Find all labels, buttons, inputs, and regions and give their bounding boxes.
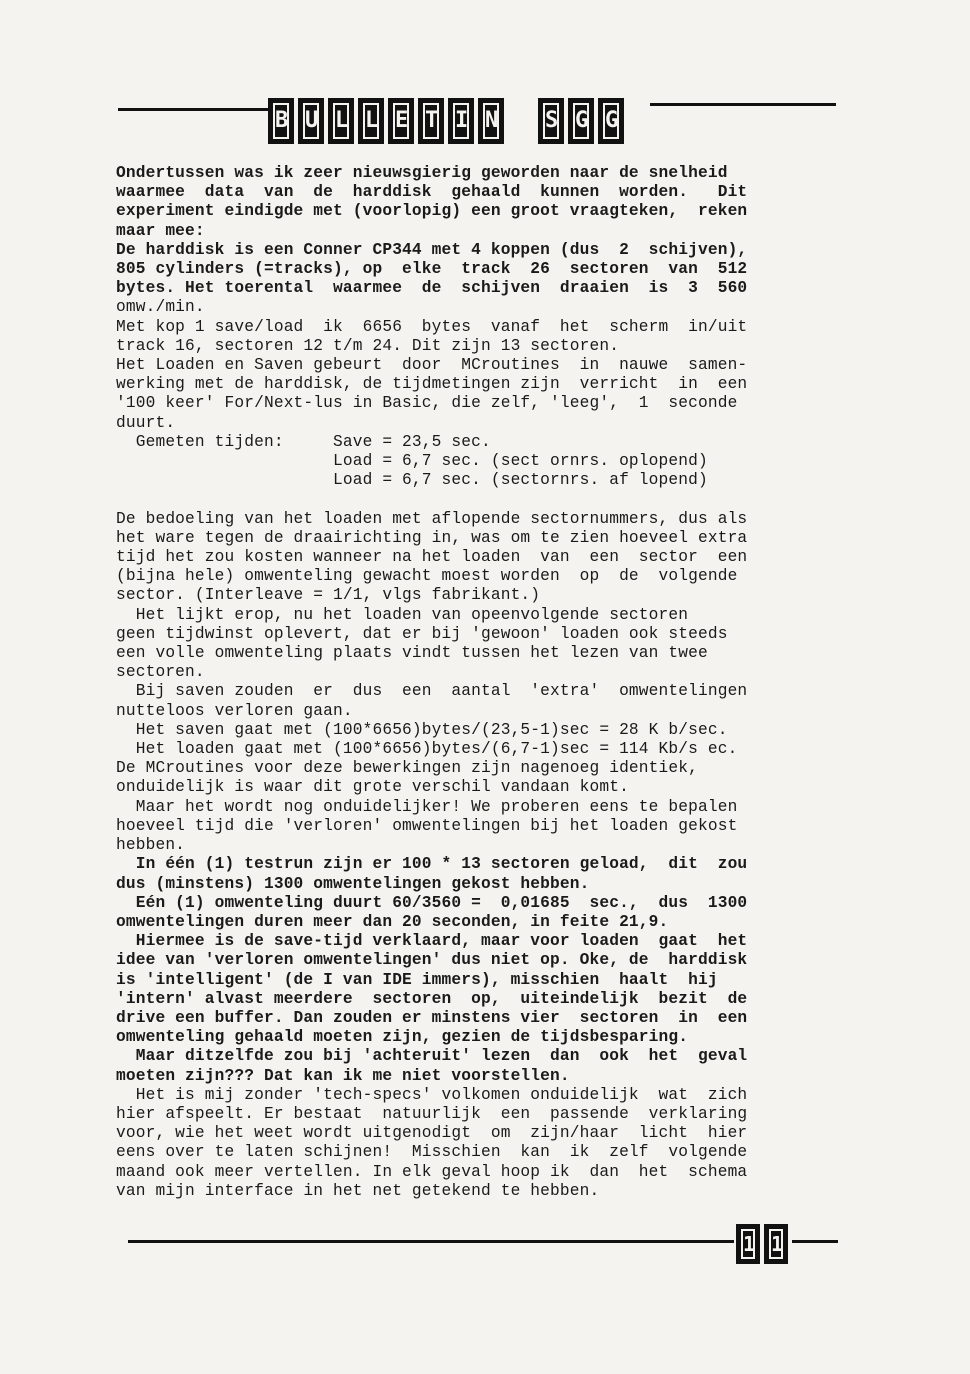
text-line: idee van 'verloren omwentelingen' dus niet op. Oke, de harddisk (116, 951, 748, 970)
title-tile (298, 98, 324, 144)
title-letter: L (363, 103, 379, 139)
header-rule-right (650, 103, 836, 106)
page-number (736, 1224, 788, 1264)
text-line: Het is mij zonder 'tech-specs' volkomen onduidelijk wat zich (116, 1085, 748, 1104)
title-letter: U (303, 103, 319, 139)
title-letter: L (333, 103, 349, 139)
text-line: is 'intelligent' (de I van IDE immers), misschien haalt hij (116, 970, 718, 989)
text-line: In één (1) testrun zijn er 100 * 13 sectoren geload, dit zou (116, 855, 748, 874)
text-line: nutteloos verloren gaan. (116, 701, 353, 720)
text-line: bytes. Het toerental waarmee de schijven draaien is 3 560 (116, 279, 748, 298)
page-digit-letter: 1 (769, 1229, 783, 1259)
text-line: track 16, sectoren 12 t/m 24. Dit zijn 13 sectoren. (116, 336, 620, 355)
title-tile (388, 98, 414, 144)
title-letter: I (453, 103, 469, 139)
text-line: omwentelingen duren meer dan 20 seconden, in feite 21,9. (116, 912, 669, 931)
text-line: 'intern' alvast meerdere sectoren op, uiteindelijk bezit de (116, 989, 748, 1008)
header-rule-left (118, 108, 268, 111)
text-line: duurt. (116, 413, 176, 432)
text-line: voor, wie het weet wordt uitgenodigt om zijn/haar licht hier (116, 1124, 748, 1143)
text-line: Eén (1) omwenteling duurt 60/3560 = 0,01685 sec., dus 1300 (116, 893, 748, 912)
title-letter: E (393, 103, 409, 139)
text-line: geen tijdwinst oplevert, dat er bij 'gewoon' loaden ook steeds (116, 624, 728, 643)
text-line: tijd het zou kosten wanneer na het loaden van een sector een (116, 548, 748, 567)
text-line: Met kop 1 save/load ik 6656 bytes vanaf het scherm in/uit (116, 317, 748, 336)
text-line: omw./min. (116, 298, 205, 317)
text-line: moeten zijn??? Dat kan ik me niet voorstellen. (116, 1066, 570, 1085)
text-line: een volle omwenteling plaats vindt tussen het lezen van twee (116, 644, 708, 663)
text-line: Bij saven zouden er dus een aantal 'extra' omwentelingen (116, 682, 748, 701)
text-line: hier afspeelt. Er bestaat natuurlijk een passende verklaring (116, 1104, 748, 1123)
text-line: experiment eindigde met (voorlopig) een groot vraagteken, reken (116, 202, 748, 221)
sub-letter: S (543, 103, 559, 139)
title-letter: B (273, 103, 289, 139)
text-line: Gemeten tijden: Save = 23,5 sec. (116, 432, 491, 451)
text-line: De MCroutines voor deze bewerkingen zijn nagenoeg identiek, (116, 759, 698, 778)
text-line: van mijn interface in het net getekend te hebben. (116, 1181, 600, 1200)
text-line: hoeveel tijd die 'verloren' omwentelingen bij het loaden gekost (116, 816, 738, 835)
text-line: Load = 6,7 sec. (sectornrs. af lopend) (116, 471, 708, 490)
text-line: eens over te laten schijnen! Misschien kan ik zelf volgende (116, 1143, 748, 1162)
text-line: Maar ditzelfde zou bij 'achteruit' lezen dan ook het geval (116, 1047, 748, 1066)
text-line: maar mee: (116, 221, 205, 240)
title-tile (328, 98, 354, 144)
text-line: onduidelijk is waar dit grote verschil vandaan komt. (116, 778, 629, 797)
text-line: het ware tegen de draairichting in, was om te zien hoeveel extra (116, 528, 748, 547)
text-line: Ondertussen was ik zeer nieuwsgierig geworden naar de snelheid (116, 164, 728, 182)
text-line: Het saven gaat met (100*6656)bytes/(23,5-1)sec = 28 K b/sec. (116, 720, 728, 739)
sub-letter: G (573, 103, 589, 139)
text-line: Het Loaden en Saven gebeurt door MCroutines in nauwe samen- (116, 356, 748, 375)
title-tile (358, 98, 384, 144)
text-line: Het lijkt erop, nu het loaden van opeenvolgende sectoren (116, 605, 689, 624)
footer-rule (128, 1240, 734, 1243)
text-line: werking met de harddisk, de tijdmetingen zijn verricht in een (116, 375, 748, 394)
page-digit-letter: 1 (741, 1229, 755, 1259)
article-body (116, 164, 856, 1201)
text-line: Maar het wordt nog onduidelijker! We proberen eens te bepalen (116, 797, 738, 816)
text-line: omwenteling gehaald moeten zijn, gezien de tijdsbesparing. (116, 1028, 689, 1047)
text-line: (bijna hele) omwenteling gewacht moest worden op de volgende (116, 567, 738, 586)
text-line: sector. (Interleave = 1/1, vlgs fabrikant.) (116, 586, 541, 605)
text-line: De harddisk is een Conner CP344 met 4 koppen (dus 2 schijven), (116, 240, 748, 259)
text-line: Hiermee is de save-tijd verklaard, maar voor loaden gaat het (116, 932, 748, 951)
bulletin-banner (268, 98, 624, 146)
text-line: drive een buffer. Dan zouden er minstens vier sectoren in een (116, 1008, 748, 1027)
title-tile (478, 98, 504, 144)
page-digit-tile (736, 1224, 760, 1264)
text-line: dus (minstens) 1300 omwentelingen gekost hebben. (116, 874, 590, 893)
sub-tile (538, 98, 564, 144)
banner-subtitle (538, 98, 624, 146)
footer-rule-tail (792, 1240, 838, 1243)
text-line: sectoren. (116, 663, 205, 682)
title-tile (418, 98, 444, 144)
text-line: De bedoeling van het loaden met aflopende sectornummers, dus als (116, 509, 748, 528)
text-line: waarmee data van de harddisk gehaald kunnen worden. Dit (116, 183, 748, 202)
title-letter: T (423, 103, 439, 139)
text-line: '100 keer' For/Next-lus in Basic, die zelf, 'leeg', 1 seconde (116, 394, 738, 413)
title-letter: N (483, 103, 499, 139)
sub-tile (568, 98, 594, 144)
title-tile (448, 98, 474, 144)
text-line: hebben. (116, 836, 186, 855)
sub-tile (598, 98, 624, 144)
text-line: maand ook meer vertellen. In elk geval hoop ik dan het schema (116, 1162, 748, 1181)
page-digit-tile (764, 1224, 788, 1264)
text-line: Het loaden gaat met (100*6656)bytes/(6,7-1)sec = 114 Kb/s ec. (116, 740, 738, 759)
sub-letter: G (603, 103, 619, 139)
text-line: 805 cylinders (=tracks), op elke track 26 sectoren van 512 (116, 260, 748, 279)
text-line: Load = 6,7 sec. (sect ornrs. oplopend) (116, 452, 708, 471)
banner-title (268, 98, 504, 146)
title-tile (268, 98, 294, 144)
text-line (116, 490, 856, 509)
